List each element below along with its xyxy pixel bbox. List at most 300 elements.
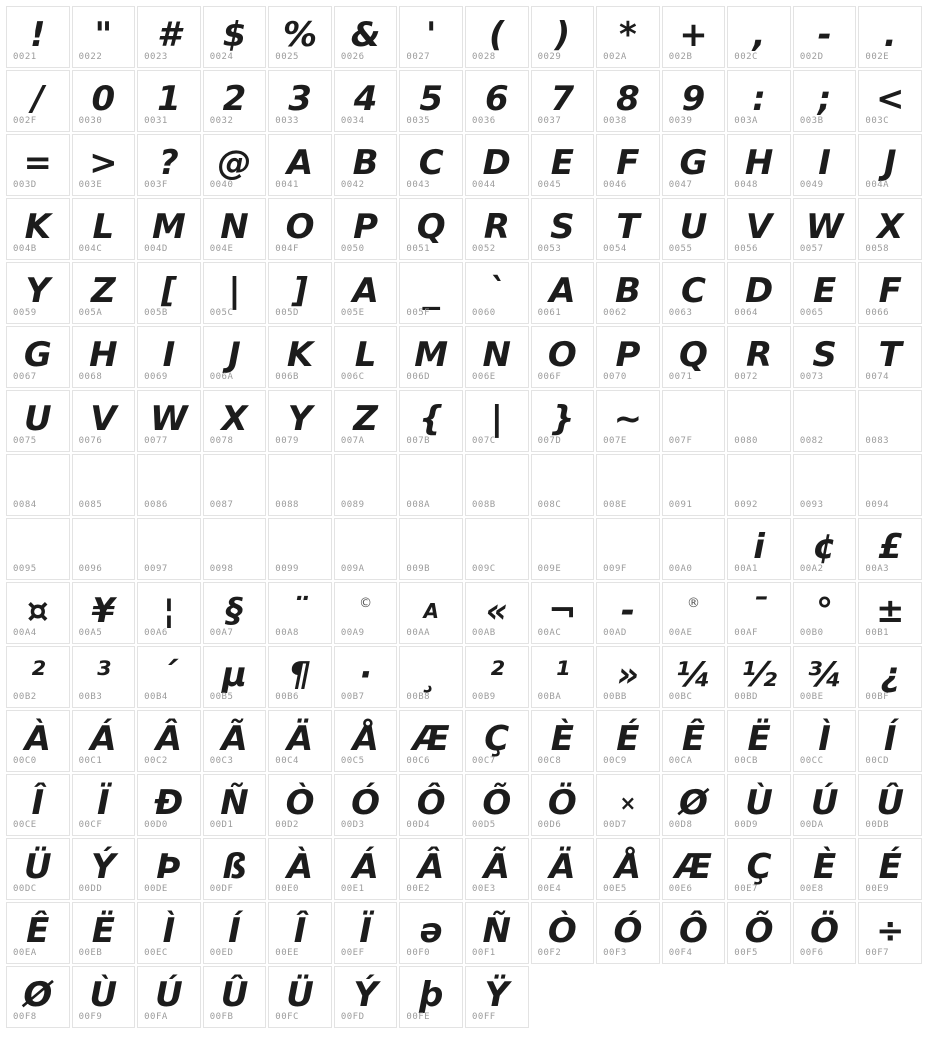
glyph-cell-00DA[interactable] xyxy=(793,774,857,836)
glyph: 9 xyxy=(681,79,706,119)
codepoint-label: 008E xyxy=(603,500,627,510)
glyph-cell-0082[interactable] xyxy=(793,390,857,452)
glyph-cell-00BC[interactable] xyxy=(662,646,726,708)
codepoint-label: 0043 xyxy=(406,180,431,190)
codepoint-label: 003A xyxy=(734,116,758,126)
codepoint-label: 00FB xyxy=(209,1012,234,1022)
glyph xyxy=(728,455,790,501)
glyph-cell-0094[interactable] xyxy=(858,454,922,516)
glyph-cell-00C9[interactable] xyxy=(596,710,660,772)
glyph-cell-00CB[interactable] xyxy=(727,710,791,772)
glyph-cell-00AB[interactable] xyxy=(465,582,529,644)
glyph: I xyxy=(162,335,176,375)
glyph-cell-0046[interactable] xyxy=(596,134,660,196)
glyph-cell-0096[interactable] xyxy=(72,518,136,580)
glyph-cell-00B0[interactable] xyxy=(793,582,857,644)
codepoint-label: 0044 xyxy=(472,180,496,190)
glyph-cell-0065[interactable] xyxy=(793,262,857,324)
glyph-cell-002F[interactable] xyxy=(6,70,70,132)
glyph: , xyxy=(752,15,766,55)
glyph: X xyxy=(221,399,248,439)
glyph xyxy=(663,391,725,437)
codepoint-label: 00AC xyxy=(537,628,562,638)
codepoint-label: 0071 xyxy=(668,372,693,382)
glyph-cell-00AF[interactable] xyxy=(727,582,791,644)
glyph: Ç xyxy=(484,719,510,759)
glyph-cell-0064[interactable] xyxy=(727,262,791,324)
glyph-cell-00FD[interactable] xyxy=(334,966,398,1028)
glyph-cell-00EC[interactable] xyxy=(137,902,201,964)
codepoint-label: 0053 xyxy=(537,244,562,254)
glyph-cell-00E9[interactable] xyxy=(858,838,922,900)
glyph-cell-005A[interactable] xyxy=(72,262,136,324)
glyph-cell-0038[interactable] xyxy=(596,70,660,132)
codepoint-label: 00D3 xyxy=(340,820,365,830)
codepoint-label: 00D9 xyxy=(734,820,758,830)
glyph-cell-00BE[interactable] xyxy=(793,646,857,708)
glyph-cell-00B7[interactable] xyxy=(334,646,398,708)
glyph-cell-0043[interactable] xyxy=(399,134,463,196)
codepoint-label: 00E5 xyxy=(603,884,627,894)
codepoint-label: 0092 xyxy=(734,500,758,510)
codepoint-label: 003D xyxy=(13,180,37,190)
glyph-cell-00DD[interactable] xyxy=(72,838,136,900)
glyph-cell-00FB[interactable] xyxy=(203,966,267,1028)
glyph-cell-0036[interactable] xyxy=(465,70,529,132)
glyph-cell-00AE[interactable] xyxy=(662,582,726,644)
glyph-cell-0061[interactable] xyxy=(531,262,595,324)
glyph-cell-0067[interactable] xyxy=(6,326,70,388)
glyph-cell-004A[interactable] xyxy=(858,134,922,196)
glyph-cell-00B2[interactable] xyxy=(6,646,70,708)
glyph-cell-00C5[interactable] xyxy=(334,710,398,772)
glyph-cell-00FC[interactable] xyxy=(268,966,332,1028)
glyph: J xyxy=(228,335,241,375)
glyph: M xyxy=(152,207,186,247)
glyph-cell-0086[interactable] xyxy=(137,454,201,516)
glyph-cell-0059[interactable] xyxy=(6,262,70,324)
glyph-cell-0029[interactable] xyxy=(531,6,595,68)
glyph-cell-003B[interactable] xyxy=(793,70,857,132)
codepoint-label: 005E xyxy=(340,308,365,318)
glyph: C xyxy=(418,143,444,183)
glyph: V xyxy=(745,207,773,247)
glyph-cell-004E[interactable] xyxy=(203,198,267,260)
glyph-cell-00EE[interactable] xyxy=(268,902,332,964)
glyph-cell-0052[interactable] xyxy=(465,198,529,260)
glyph: Ý xyxy=(353,975,378,1015)
glyph-cell-00DC[interactable] xyxy=(6,838,70,900)
glyph-cell-003E[interactable] xyxy=(72,134,136,196)
glyph-cell-002C[interactable] xyxy=(727,6,791,68)
glyph-cell-00CD[interactable] xyxy=(858,710,922,772)
glyph-cell-00BB[interactable] xyxy=(596,646,660,708)
glyph-cell-00A5[interactable] xyxy=(72,582,136,644)
glyph-cell-00F0[interactable] xyxy=(399,902,463,964)
glyph-cell-005C[interactable] xyxy=(203,262,267,324)
glyph-cell-0049[interactable] xyxy=(793,134,857,196)
glyph-cell-00DB[interactable] xyxy=(858,774,922,836)
glyph-cell-005F[interactable] xyxy=(399,262,463,324)
glyph-cell-00B1[interactable] xyxy=(858,582,922,644)
glyph-cell-003A[interactable] xyxy=(727,70,791,132)
glyph-cell-0050[interactable] xyxy=(334,198,398,260)
glyph-cell-00F7[interactable] xyxy=(858,902,922,964)
glyph-cell-00C8[interactable] xyxy=(531,710,595,772)
glyph: Z xyxy=(91,271,116,311)
glyph-cell-00E2[interactable] xyxy=(399,838,463,900)
glyph-cell-00D0[interactable] xyxy=(137,774,201,836)
glyph-cell-00E3[interactable] xyxy=(465,838,529,900)
glyph-cell-0080[interactable] xyxy=(727,390,791,452)
glyph: ~ xyxy=(613,399,643,439)
glyph-cell-008C[interactable] xyxy=(531,454,595,516)
glyph-cell-0034[interactable] xyxy=(334,70,398,132)
glyph-cell-00F4[interactable] xyxy=(662,902,726,964)
glyph-cell-00C2[interactable] xyxy=(137,710,201,772)
glyph-cell-0024[interactable] xyxy=(203,6,267,68)
glyph-cell-004C[interactable] xyxy=(72,198,136,260)
glyph-cell-00A3[interactable] xyxy=(858,518,922,580)
glyph-cell-00CE[interactable] xyxy=(6,774,70,836)
glyph-cell-005E[interactable] xyxy=(334,262,398,324)
glyph-cell-00A4[interactable] xyxy=(6,582,70,644)
glyph-cell-0072[interactable] xyxy=(727,326,791,388)
glyph-cell-009A[interactable] xyxy=(334,518,398,580)
glyph-cell-006D[interactable] xyxy=(399,326,463,388)
glyph-cell-009E[interactable] xyxy=(531,518,595,580)
glyph-cell-00C4[interactable] xyxy=(268,710,332,772)
glyph-cell-006E[interactable] xyxy=(465,326,529,388)
glyph xyxy=(269,519,331,565)
glyph: + xyxy=(679,15,708,55)
glyph-cell-00E7[interactable] xyxy=(727,838,791,900)
glyph-cell-00B5[interactable] xyxy=(203,646,267,708)
glyph-cell-00A7[interactable] xyxy=(203,582,267,644)
glyph-cell-0060[interactable] xyxy=(465,262,529,324)
glyph: Ý xyxy=(91,847,116,887)
glyph-cell-0037[interactable] xyxy=(531,70,595,132)
glyph-cell-00FF[interactable] xyxy=(465,966,529,1028)
glyph-cell-002B[interactable] xyxy=(662,6,726,68)
codepoint-label: 00C6 xyxy=(406,756,431,766)
glyph-cell-00DF[interactable] xyxy=(203,838,267,900)
glyph-cell-0079[interactable] xyxy=(268,390,332,452)
glyph-cell-008B[interactable] xyxy=(465,454,529,516)
glyph-cell-0054[interactable] xyxy=(596,198,660,260)
glyph-cell-006C[interactable] xyxy=(334,326,398,388)
glyph-cell-0070[interactable] xyxy=(596,326,660,388)
glyph-cell-00F5[interactable] xyxy=(727,902,791,964)
codepoint-label: 00F8 xyxy=(13,1012,37,1022)
glyph-cell-0068[interactable] xyxy=(72,326,136,388)
glyph-cell-0069[interactable] xyxy=(137,326,201,388)
glyph-cell-0053[interactable] xyxy=(531,198,595,260)
glyph-cell-0097[interactable] xyxy=(137,518,201,580)
codepoint-label: 007E xyxy=(603,436,627,446)
glyph-cell-00D6[interactable] xyxy=(531,774,595,836)
glyph-cell-0089[interactable] xyxy=(334,454,398,516)
glyph: - xyxy=(620,591,635,631)
glyph-cell-00AA[interactable] xyxy=(399,582,463,644)
glyph-cell-0047[interactable] xyxy=(662,134,726,196)
codepoint-label: 00E1 xyxy=(340,884,365,894)
glyph-cell-007E[interactable] xyxy=(596,390,660,452)
codepoint-label: 0065 xyxy=(799,308,824,318)
glyph-cell-00B4[interactable] xyxy=(137,646,201,708)
glyph-cell-00C3[interactable] xyxy=(203,710,267,772)
codepoint-label: 0096 xyxy=(78,564,103,574)
codepoint-label: 0059 xyxy=(13,308,37,318)
glyph-cell-007F[interactable] xyxy=(662,390,726,452)
glyph-cell-00F8[interactable] xyxy=(6,966,70,1028)
glyph-cell-009F[interactable] xyxy=(596,518,660,580)
glyph-cell-007C[interactable] xyxy=(465,390,529,452)
codepoint-label: 00C7 xyxy=(472,756,496,766)
codepoint-label: 0051 xyxy=(406,244,431,254)
glyph-cell-0056[interactable] xyxy=(727,198,791,260)
glyph-cell-0041[interactable] xyxy=(268,134,332,196)
glyph-cell-0042[interactable] xyxy=(334,134,398,196)
glyph-cell-00B6[interactable] xyxy=(268,646,332,708)
glyph-cell-00EB[interactable] xyxy=(72,902,136,964)
glyph-cell-005B[interactable] xyxy=(137,262,201,324)
glyph-cell-0092[interactable] xyxy=(727,454,791,516)
glyph-cell-0040[interactable] xyxy=(203,134,267,196)
glyph-cell-009C[interactable] xyxy=(465,518,529,580)
glyph-cell-0030[interactable] xyxy=(72,70,136,132)
glyph-cell-00AD[interactable] xyxy=(596,582,660,644)
glyph-cell-0099[interactable] xyxy=(268,518,332,580)
glyph-cell-00D5[interactable] xyxy=(465,774,529,836)
codepoint-label: 00AD xyxy=(603,628,627,638)
glyph-cell-00F1[interactable] xyxy=(465,902,529,964)
glyph-cell-0077[interactable] xyxy=(137,390,201,452)
codepoint-label: 00AE xyxy=(668,628,693,638)
glyph-cell-00ED[interactable] xyxy=(203,902,267,964)
glyph-cell-0062[interactable] xyxy=(596,262,660,324)
glyph-cell-00D1[interactable] xyxy=(203,774,267,836)
glyph-cell-00C7[interactable] xyxy=(465,710,529,772)
glyph-cell-00A0[interactable] xyxy=(662,518,726,580)
glyph-cell-00BF[interactable] xyxy=(858,646,922,708)
glyph-cell-0023[interactable] xyxy=(137,6,201,68)
glyph-cell-00FA[interactable] xyxy=(137,966,201,1028)
glyph-cell-0031[interactable] xyxy=(137,70,201,132)
glyph-cell-00D4[interactable] xyxy=(399,774,463,836)
glyph-cell-0087[interactable] xyxy=(203,454,267,516)
glyph: Á xyxy=(352,847,379,887)
glyph-cell-004F[interactable] xyxy=(268,198,332,260)
glyph-cell-0025[interactable] xyxy=(268,6,332,68)
codepoint-label: 0088 xyxy=(275,500,299,510)
glyph-cell-003D[interactable] xyxy=(6,134,70,196)
glyph-cell-00CF[interactable] xyxy=(72,774,136,836)
glyph-cell-002E[interactable] xyxy=(858,6,922,68)
glyph-cell-00E4[interactable] xyxy=(531,838,595,900)
glyph: Æ xyxy=(675,847,712,887)
glyph-cell-0033[interactable] xyxy=(268,70,332,132)
glyph-cell-00D8[interactable] xyxy=(662,774,726,836)
glyph-cell-00E5[interactable] xyxy=(596,838,660,900)
glyph: × xyxy=(619,791,637,815)
glyph-cell-00A8[interactable] xyxy=(268,582,332,644)
glyph-cell-00A6[interactable] xyxy=(137,582,201,644)
glyph-cell-009B[interactable] xyxy=(399,518,463,580)
glyph-cell-00CA[interactable] xyxy=(662,710,726,772)
glyph-cell-0083[interactable] xyxy=(858,390,922,452)
glyph: { xyxy=(419,399,444,439)
glyph-cell-00A1[interactable] xyxy=(727,518,791,580)
codepoint-label: 00E9 xyxy=(865,884,890,894)
glyph-cell-0026[interactable] xyxy=(334,6,398,68)
glyph-cell-0098[interactable] xyxy=(203,518,267,580)
codepoint-label: 004B xyxy=(13,244,37,254)
glyph-cell-00C1[interactable] xyxy=(72,710,136,772)
glyph-cell-00E8[interactable] xyxy=(793,838,857,900)
codepoint-label: 002A xyxy=(603,52,627,62)
glyph: Ï xyxy=(97,783,110,823)
glyph: Í xyxy=(883,719,897,759)
glyph-cell-006B[interactable] xyxy=(268,326,332,388)
glyph: ) xyxy=(554,15,571,55)
glyph-cell-008E[interactable] xyxy=(596,454,660,516)
glyph-cell-0078[interactable] xyxy=(203,390,267,452)
codepoint-label: 0086 xyxy=(144,500,168,510)
glyph xyxy=(73,519,135,565)
glyph-cell-00BA[interactable] xyxy=(531,646,595,708)
glyph-cell-00D9[interactable] xyxy=(727,774,791,836)
codepoint-label: 00FA xyxy=(144,1012,168,1022)
glyph-cell-00EF[interactable] xyxy=(334,902,398,964)
codepoint-label: 00FC xyxy=(275,1012,299,1022)
glyph-cell-00D7[interactable] xyxy=(596,774,660,836)
glyph: Y xyxy=(287,399,313,439)
glyph-cell-0066[interactable] xyxy=(858,262,922,324)
codepoint-label: 0048 xyxy=(734,180,758,190)
glyph-cell-002A[interactable] xyxy=(596,6,660,68)
glyph-cell-0075[interactable] xyxy=(6,390,70,452)
glyph-cell-0058[interactable] xyxy=(858,198,922,260)
codepoint-label: 002B xyxy=(668,52,693,62)
glyph-cell-00CC[interactable] xyxy=(793,710,857,772)
glyph-cell-005D[interactable] xyxy=(268,262,332,324)
glyph-cell-0084[interactable] xyxy=(6,454,70,516)
glyph-cell-00B8[interactable] xyxy=(399,646,463,708)
glyph-cell-00AC[interactable] xyxy=(531,582,595,644)
glyph-cell-00FE[interactable] xyxy=(399,966,463,1028)
glyph-cell-0076[interactable] xyxy=(72,390,136,452)
glyph: W xyxy=(150,399,188,439)
glyph: U xyxy=(679,207,708,247)
glyph-cell-00F2[interactable] xyxy=(531,902,595,964)
glyph-cell-0028[interactable] xyxy=(465,6,529,68)
glyph-cell-0048[interactable] xyxy=(727,134,791,196)
codepoint-label: 0041 xyxy=(275,180,299,190)
glyph-cell-00A2[interactable] xyxy=(793,518,857,580)
glyph-cell-003C[interactable] xyxy=(858,70,922,132)
glyph: U xyxy=(23,399,52,439)
glyph-cell-0021[interactable] xyxy=(6,6,70,68)
glyph-cell-00D2[interactable] xyxy=(268,774,332,836)
glyph: Û xyxy=(876,783,905,823)
glyph-cell-0057[interactable] xyxy=(793,198,857,260)
glyph-cell-00B3[interactable] xyxy=(72,646,136,708)
glyph-cell-00EA[interactable] xyxy=(6,902,70,964)
codepoint-label: 002C xyxy=(734,52,758,62)
glyph-cell-00F9[interactable] xyxy=(72,966,136,1028)
glyph-cell-00C0[interactable] xyxy=(6,710,70,772)
codepoint-label: 0061 xyxy=(537,308,562,318)
glyph-cell-0074[interactable] xyxy=(858,326,922,388)
glyph-cell-002D[interactable] xyxy=(793,6,857,68)
codepoint-label: 0035 xyxy=(406,116,431,126)
glyph-cell-0035[interactable] xyxy=(399,70,463,132)
glyph-cell-0085[interactable] xyxy=(72,454,136,516)
glyph: ³ xyxy=(95,655,111,695)
glyph-cell-0095[interactable] xyxy=(6,518,70,580)
glyph-cell-0039[interactable] xyxy=(662,70,726,132)
glyph-cell-0091[interactable] xyxy=(662,454,726,516)
codepoint-label: 0024 xyxy=(209,52,234,62)
glyph-cell-003F[interactable] xyxy=(137,134,201,196)
glyph-cell-0022[interactable] xyxy=(72,6,136,68)
glyph-cell-0093[interactable] xyxy=(793,454,857,516)
glyph-cell-0027[interactable] xyxy=(399,6,463,68)
glyph xyxy=(138,455,200,501)
glyph-cell-0073[interactable] xyxy=(793,326,857,388)
glyph-cell-0032[interactable] xyxy=(203,70,267,132)
glyph-cell-00E0[interactable] xyxy=(268,838,332,900)
glyph-cell-0044[interactable] xyxy=(465,134,529,196)
glyph: C xyxy=(681,271,706,311)
glyph-cell-00A9[interactable] xyxy=(334,582,398,644)
codepoint-label: 00B4 xyxy=(144,692,168,702)
glyph: Ú xyxy=(155,975,183,1015)
codepoint-label: 00E7 xyxy=(734,884,758,894)
glyph-cell-00B9[interactable] xyxy=(465,646,529,708)
glyph: Å xyxy=(614,847,642,887)
glyph-cell-008A[interactable] xyxy=(399,454,463,516)
glyph-cell-004D[interactable] xyxy=(137,198,201,260)
glyph-cell-00D3[interactable] xyxy=(334,774,398,836)
codepoint-label: 00E6 xyxy=(668,884,693,894)
glyph-cell-0063[interactable] xyxy=(662,262,726,324)
codepoint-label: 007C xyxy=(472,436,496,446)
glyph-cell-00F6[interactable] xyxy=(793,902,857,964)
glyph-cell-00E1[interactable] xyxy=(334,838,398,900)
glyph-cell-00BD[interactable] xyxy=(727,646,791,708)
glyph-cell-0055[interactable] xyxy=(662,198,726,260)
codepoint-label: 00B2 xyxy=(13,692,37,702)
glyph-cell-004B[interactable] xyxy=(6,198,70,260)
glyph-cell-00E6[interactable] xyxy=(662,838,726,900)
glyph-cell-007D[interactable] xyxy=(531,390,595,452)
glyph-cell-00F3[interactable] xyxy=(596,902,660,964)
glyph-cell-006A[interactable] xyxy=(203,326,267,388)
glyph-cell-0045[interactable] xyxy=(531,134,595,196)
glyph-cell-00DE[interactable] xyxy=(137,838,201,900)
glyph: Ä xyxy=(286,719,314,759)
glyph-cell-00C6[interactable] xyxy=(399,710,463,772)
glyph-cell-0088[interactable] xyxy=(268,454,332,516)
glyph-cell-007A[interactable] xyxy=(334,390,398,452)
glyph xyxy=(400,519,462,565)
glyph-cell-0051[interactable] xyxy=(399,198,463,260)
glyph-cell-007B[interactable] xyxy=(399,390,463,452)
glyph-cell-0071[interactable] xyxy=(662,326,726,388)
glyph-cell-006F[interactable] xyxy=(531,326,595,388)
